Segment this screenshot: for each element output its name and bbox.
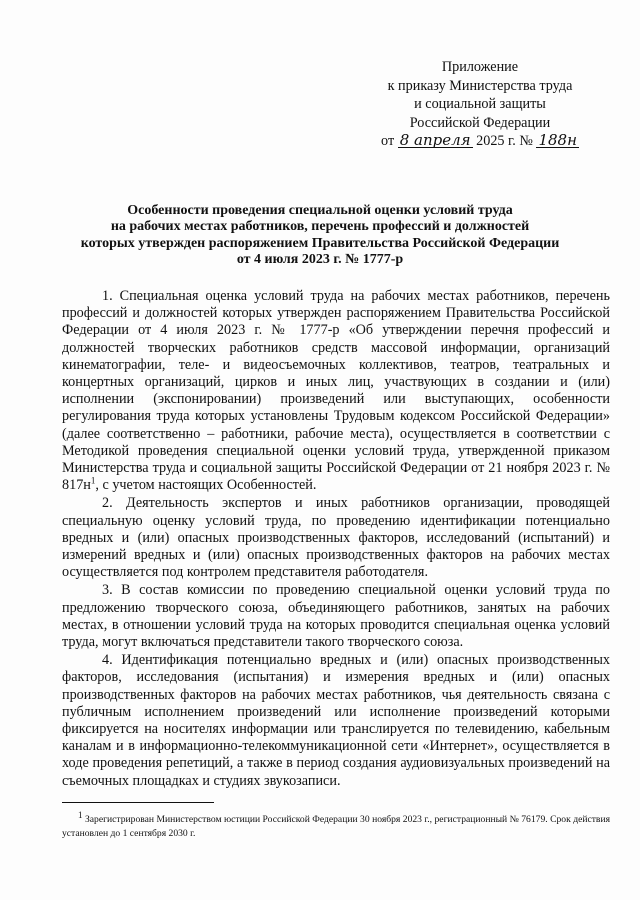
appendix-date-line — [360, 132, 600, 151]
document-title — [62, 203, 578, 269]
order-year: 2025 г. — [476, 133, 516, 150]
appendix-label: Приложение — [441, 59, 519, 75]
title-line: которых утвержден распоряжением Правительства Российской Федерации — [80, 235, 560, 251]
paragraph-1-text: 1. Специальная оценка условий труда на рабочих местах работников, перечень профессий и должностей которых утвержден распоряжением Правительства Российской Федерации от 4 июля 2023 г. № 1777-р «Об утверждении перечня профессий и должностей творческих работников средств массовой информации, организаций кинематографии, теле- и видеосъемочных коллективов, театров, театральных и концертных организаций, цирков и иных лиц, участвующих в создании и (или) исполнении (экспонировании) произведений или выступающих, особенности регулирования труда которых установлены Трудовым кодексом Российской Федерации» (далее соответственно – работники, рабочие места), осуществляется в соответствии с Методикой проведения специальной оценки условий труда, утвержденной приказом Министерства труда и социальной защиты Российской Федерации от 21 ноября 2023 г. № 817н — [62, 288, 610, 494]
footnote-text: Зарегистрирован Министерством юстиции Российской Федерации 30 ноября 2023 г., регистрационный № 76179. Срок действия установлен до 1 сентября 2030 г. — [62, 814, 610, 839]
paragraph-3: 3. В состав комиссии по проведению специальной оценки условий труда по предложению творческого союза, объединяющего работников, занятых на рабочих местах, в отношении условий труда на которых проводится специальная оценка условий труда, могут включаться представители такого творческого союза. — [62, 582, 610, 651]
handwritten-order-number: 188н — [538, 131, 577, 150]
paragraph-1-tail: , с учетом настоящих Особенностей. — [95, 477, 317, 494]
number-sign: № — [519, 133, 533, 150]
appendix-order-ref: к приказу Министерства труда — [387, 77, 573, 94]
document-body — [62, 288, 610, 790]
date-prefix: от — [381, 133, 395, 150]
title-line: от 4 июля 2023 г. № 1777-р — [236, 252, 404, 268]
footnote-mark: 1 — [78, 809, 83, 820]
paragraph-1 — [62, 288, 610, 494]
paragraph-2: 2. Деятельность экспертов и иных работников организации, проводящей специальную оценку условий труда, по проведению идентификации потенциально вредных и (или) опасных производственных факторов, исследований (испытаний) и измерений вредных и (или) опасных производственных факторов на рабочих местах осуществляется под контролем представителя работодателя. — [62, 495, 610, 581]
handwritten-date: 8 апреля — [399, 131, 471, 150]
appendix-country-line: Российской Федерации — [409, 114, 551, 131]
paragraph-4: 4. Идентификация потенциально вредных и (или) опасных производственных факторов, исследования (испытания) и измерения вредных и (или) опасных производственных факторов на рабочих местах работников, чья деятельность связана с публичным исполнением произведений или исполнение произведений которыми фиксируется на носителях информации или транслируется по телевидению, кабельным каналам и в информационно-телекоммуникационной сети «Интернет», осуществляется в ходе проведения репетиций, а также в период создания аудиовизуальных произведений на съемочных площадках и студиях звукозаписи. — [62, 652, 610, 789]
footnote-separator — [62, 802, 214, 803]
appendix-ministry-line: и социальной защиты — [414, 96, 546, 113]
title-line: на рабочих местах работников, перечень профессий и должностей — [110, 219, 530, 235]
footnote-reference[interactable]: 1 — [90, 475, 96, 486]
appendix-header — [360, 58, 600, 151]
title-line: Особенности проведения специальной оценки условий труда — [127, 203, 513, 218]
footnote — [62, 809, 610, 840]
